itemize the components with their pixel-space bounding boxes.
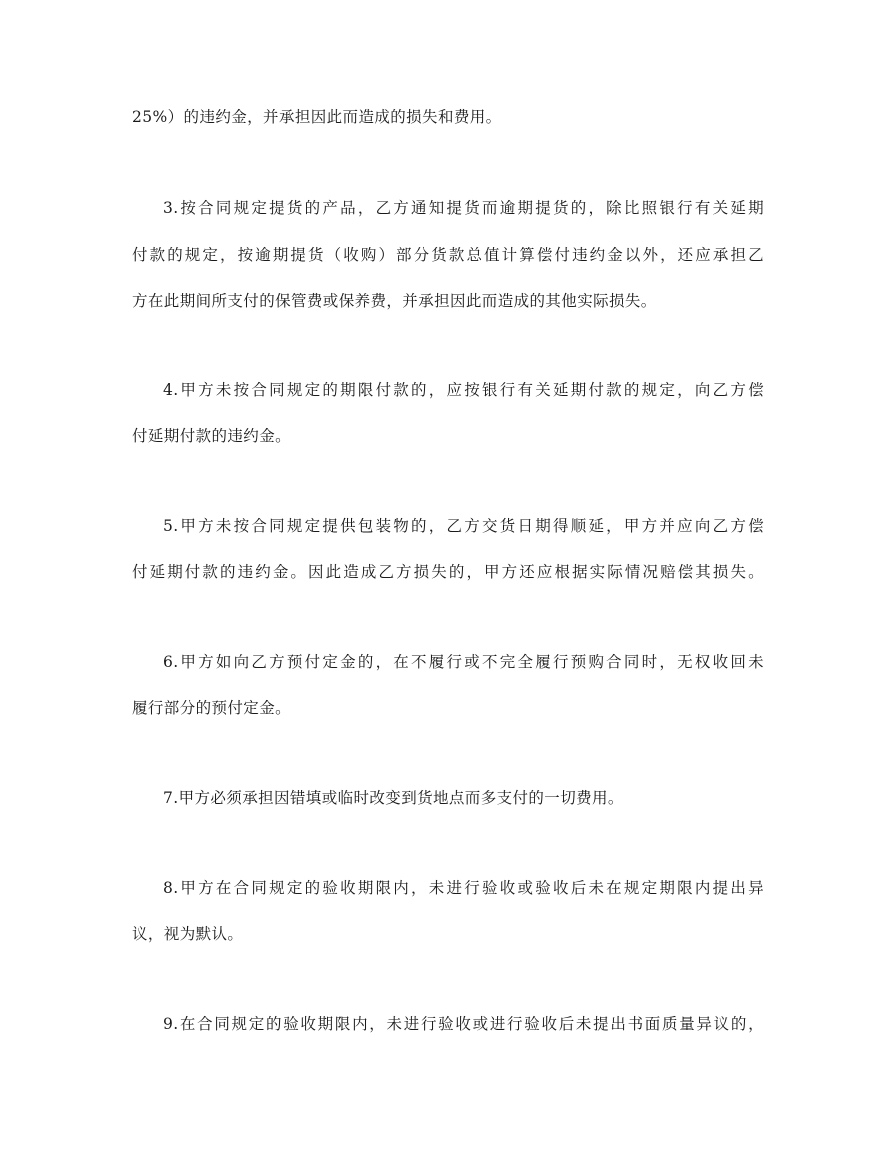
clause-4-line-2: 付延期付款的违约金。: [132, 427, 292, 445]
clause-8-line-1: 8.甲方在合同规定的验收期限内，未进行验收或验收后未在规定期限内提出异: [163, 879, 764, 897]
clause-5-line-1: 5.甲方未按合同规定提供包装物的，乙方交货日期得顺延，甲方并应向乙方偿: [163, 517, 764, 535]
clause-3-line-1: 3.按合同规定提货的产品，乙方通知提货而逾期提货的，除比照银行有关延期: [163, 199, 764, 217]
clause-3-line-2: 付款的规定，按逾期提货（收购）部分货款总值计算偿付违约金以外，还应承担乙: [132, 246, 764, 264]
clause-9-line-1: 9.在合同规定的验收期限内，未进行验收或进行验收后未提出书面质量异议的，: [163, 1015, 764, 1033]
clause-4-line-1: 4.甲方未按合同规定的期限付款的，应按银行有关延期付款的规定，向乙方偿: [163, 381, 764, 399]
clause-6-line-2: 履行部分的预付定金。: [132, 699, 292, 717]
clause-6-line-1: 6.甲方如向乙方预付定金的，在不履行或不完全履行预购合同时，无权收回未: [163, 653, 764, 671]
paragraph-2-line-2: 25%）的违约金，并承担因此而造成的损失和费用。: [132, 108, 502, 126]
clause-3-line-3: 方在此期间所支付的保管费或保养费，并承担因此而造成的其他实际损失。: [132, 292, 657, 310]
clause-8-line-2: 议，视为默认。: [132, 925, 244, 943]
clause-7-line-1: 7.甲方必须承担因错填或临时改变到货地点而多支付的一切费用。: [163, 789, 624, 807]
clause-5-line-2: 付延期付款的违约金。因此造成乙方损失的，甲方还应根据实际情况赔偿其损失。: [132, 563, 764, 581]
